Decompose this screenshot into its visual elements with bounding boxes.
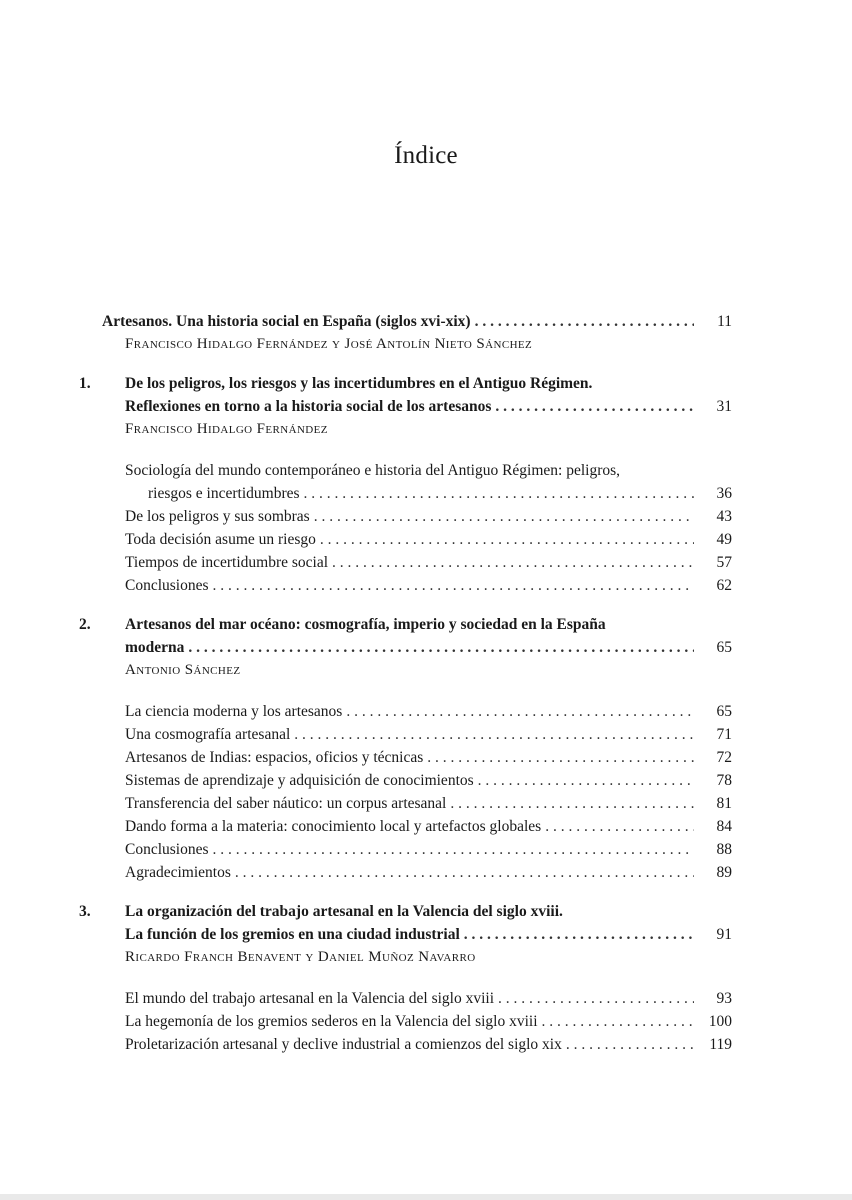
section-title: Una cosmografía artesanal	[125, 726, 291, 743]
chapter-authors: Francisco Hidalgo Fernández	[125, 421, 328, 437]
dot-leader	[464, 923, 694, 946]
section-list	[125, 987, 732, 1056]
page-number: 78	[716, 772, 732, 789]
toc-line	[125, 574, 732, 597]
section-title-line: riesgos e incertidumbres	[148, 485, 300, 502]
toc-line	[125, 395, 732, 418]
toc-chapter-2	[79, 613, 732, 884]
dot-leader	[188, 636, 694, 659]
page-number: 119	[709, 1036, 732, 1053]
dot-leader	[475, 310, 694, 333]
page-number: 57	[716, 554, 732, 571]
chapter-title-line: Artesanos del mar océano: cosmografía, imperio y sociedad en la España	[125, 616, 606, 633]
page-number: 62	[716, 577, 732, 594]
dot-leader	[545, 815, 694, 838]
entry-title: Artesanos. Una historia social en España (siglos xvi-xix)	[102, 313, 471, 330]
chapter-number: 2.	[79, 616, 91, 633]
toc-line	[125, 1010, 732, 1033]
page-number: 84	[716, 818, 732, 835]
page-number: 43	[716, 508, 732, 525]
dot-leader	[213, 838, 694, 861]
toc-line	[125, 746, 732, 769]
section-title: De los peligros y sus sombras	[125, 508, 310, 525]
section-title-line: Sociología del mundo contemporáneo e historia del Antiguo Régimen: peligros,	[125, 462, 621, 479]
toc-line	[125, 769, 732, 792]
page-number: 49	[716, 531, 732, 548]
toc-line	[125, 815, 732, 838]
dot-leader	[346, 700, 694, 723]
dot-leader	[314, 505, 694, 528]
chapter-title-line: La función de los gremios en una ciudad industrial	[125, 926, 460, 943]
dot-leader	[495, 395, 694, 418]
table-of-contents	[79, 310, 732, 1056]
dot-leader	[427, 746, 694, 769]
page-number: 91	[716, 926, 732, 943]
page-title: Índice	[394, 142, 458, 169]
toc-line	[125, 987, 732, 1010]
toc-line	[125, 1033, 732, 1056]
toc-line	[125, 861, 732, 884]
page-number: 65	[716, 703, 732, 720]
toc-line	[125, 838, 732, 861]
dot-leader	[320, 528, 694, 551]
section-title: Agradecimientos	[125, 864, 231, 881]
page-number: 100	[708, 1013, 732, 1030]
page-number: 88	[716, 841, 732, 858]
page-number: 11	[717, 313, 732, 330]
toc-line	[125, 636, 732, 659]
dot-leader	[450, 792, 694, 815]
chapter-authors: Antonio Sánchez	[125, 662, 241, 678]
toc-line	[125, 723, 732, 746]
page-number: 36	[716, 485, 732, 502]
page-number: 65	[716, 639, 732, 656]
dot-leader	[235, 861, 694, 884]
page-number: 93	[716, 990, 732, 1007]
dot-leader	[478, 769, 694, 792]
toc-chapter-1	[79, 372, 732, 597]
section-title: Dando forma a la materia: conocimiento local y artefactos globales	[125, 818, 542, 835]
toc-line	[125, 792, 732, 815]
chapter-number: 3.	[79, 903, 91, 920]
dot-leader	[566, 1033, 694, 1056]
dot-leader	[498, 987, 694, 1010]
section-list	[125, 459, 732, 597]
toc-line	[125, 923, 732, 946]
toc-line	[125, 505, 732, 528]
section-title: La hegemonía de los gremios sederos en la Valencia del siglo xviii	[125, 1013, 538, 1030]
chapter-title-line: De los peligros, los riesgos y las incertidumbres en el Antiguo Régimen.	[125, 375, 593, 392]
section-title: Toda decisión asume un riesgo	[125, 531, 316, 548]
chapter-number: 1.	[79, 375, 91, 392]
section-title: Proletarización artesanal y declive industrial a comienzos del siglo xix	[125, 1036, 562, 1053]
toc-line	[125, 528, 732, 551]
section-title: El mundo del trabajo artesanal en la Valencia del siglo xviii	[125, 990, 495, 1007]
section-title: La ciencia moderna y los artesanos	[125, 703, 343, 720]
page-number: 71	[716, 726, 732, 743]
section-list	[125, 700, 732, 884]
page-edge	[0, 1194, 852, 1200]
toc-line	[102, 310, 732, 333]
dot-leader	[294, 723, 694, 746]
section-title: Sistemas de aprendizaje y adquisición de conocimientos	[125, 772, 474, 789]
toc-line	[125, 482, 732, 505]
page-number: 89	[716, 864, 732, 881]
dot-leader	[213, 574, 694, 597]
chapter-title-line: La organización del trabajo artesanal en la Valencia del siglo xviii.	[125, 903, 563, 920]
chapter-title-line: moderna	[125, 639, 185, 656]
toc-chapter-3	[79, 900, 732, 1056]
chapter-authors: Ricardo Franch Benavent y Daniel Muñoz Navarro	[125, 949, 476, 965]
dot-leader	[542, 1010, 694, 1033]
chapter-title-line: Reflexiones en torno a la historia social de los artesanos	[125, 398, 492, 415]
page-number: 81	[716, 795, 732, 812]
dot-leader	[332, 551, 694, 574]
section-title: Conclusiones	[125, 841, 209, 858]
toc-entry-intro	[102, 310, 732, 356]
entry-authors: Francisco Hidalgo Fernández y José Antolín Nieto Sánchez	[125, 336, 533, 352]
page-number: 72	[716, 749, 732, 766]
section-title: Conclusiones	[125, 577, 209, 594]
dot-leader	[304, 482, 694, 505]
toc-line	[125, 551, 732, 574]
page-number: 31	[716, 398, 732, 415]
section-title: Tiempos de incertidumbre social	[125, 554, 329, 571]
section-title: Transferencia del saber náutico: un corpus artesanal	[125, 795, 447, 812]
section-title: Artesanos de Indias: espacios, oficios y técnicas	[125, 749, 424, 766]
toc-line	[125, 700, 732, 723]
